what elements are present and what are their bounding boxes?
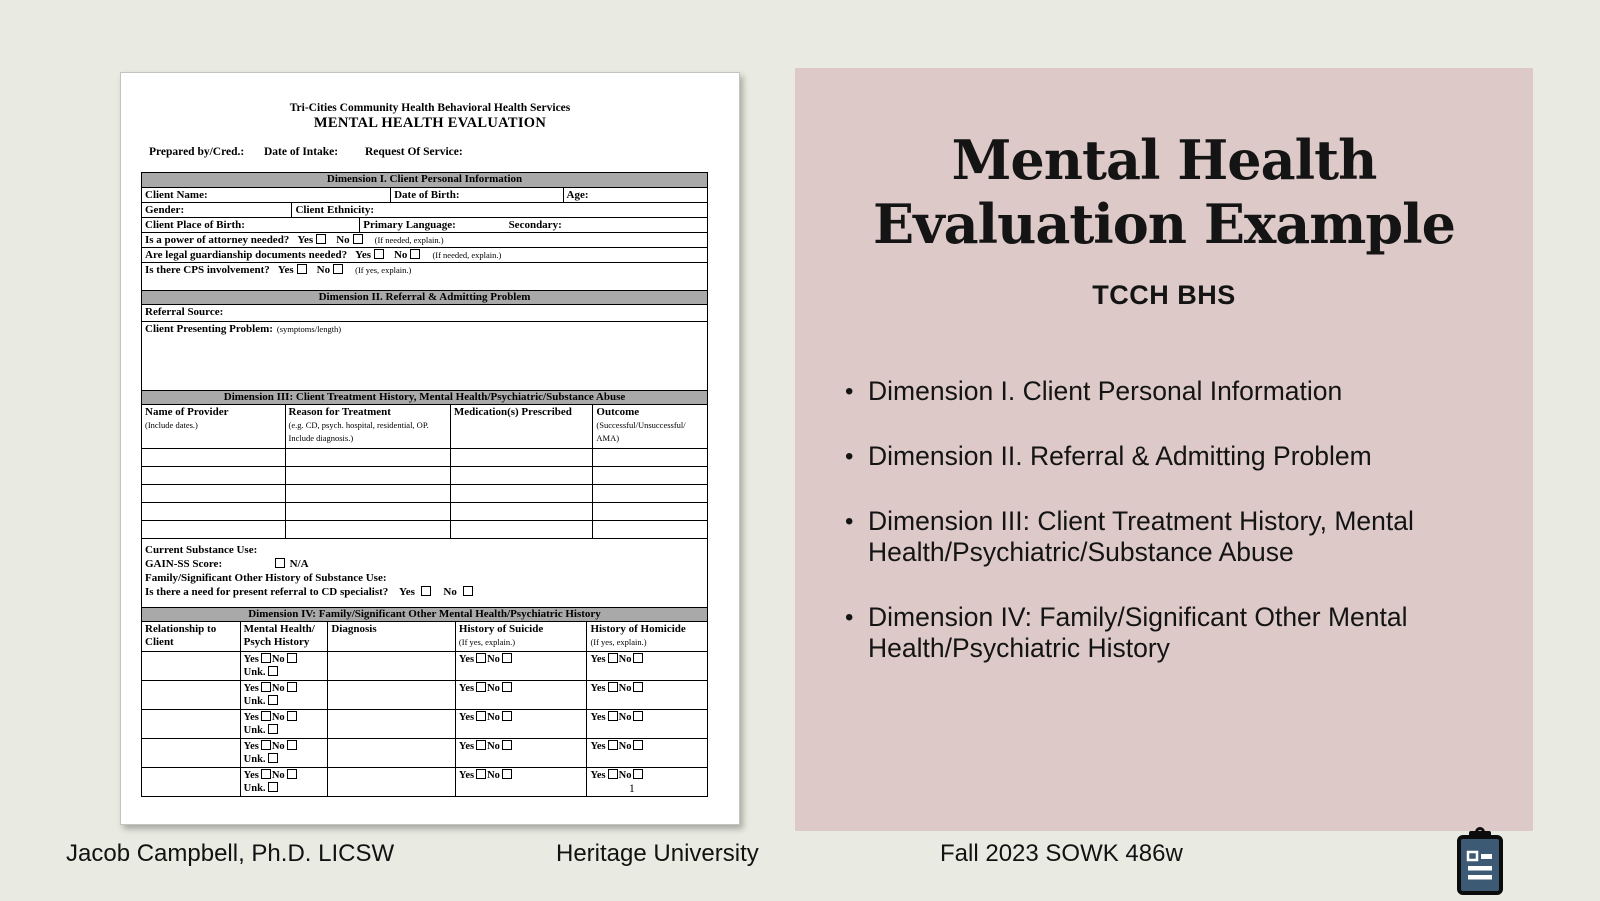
unk-label: Unk.: [243, 725, 266, 736]
dim1-row-name-dob-age: [142, 187, 707, 202]
cd-yes-checkbox[interactable]: [421, 586, 431, 596]
form-page: [120, 72, 740, 825]
provider-cell: [142, 521, 285, 538]
age-label: Age:: [563, 188, 708, 202]
yes-label: Yes: [458, 712, 475, 723]
medication-title: Medication(s) Prescribed: [453, 406, 572, 418]
outcome-cell: [592, 485, 707, 502]
psych-unk-checkbox[interactable]: [268, 666, 278, 676]
dim4-header: Dimension IV: Family/Significant Other Mental Health/Psychiatric History: [142, 607, 707, 621]
psych-yes-checkbox[interactable]: [261, 653, 271, 663]
psych-no-checkbox[interactable]: [287, 711, 297, 721]
outcome-column-header: [592, 405, 707, 448]
suicide-yes-checkbox[interactable]: [476, 653, 486, 663]
current-substance-use-label: Current Substance Use:: [145, 544, 258, 556]
no-label: No: [393, 249, 408, 261]
dim3-empty-row: [142, 484, 707, 502]
no-label: No: [271, 770, 285, 781]
dim3-empty-row: [142, 520, 707, 538]
psych-yes-checkbox[interactable]: [261, 711, 271, 721]
homicide-title: History of Homicide: [590, 623, 686, 635]
family-substance-history-label: Family/Significant Other History of Substance Use:: [145, 572, 387, 584]
psych-no-checkbox[interactable]: [287, 682, 297, 692]
page-number: 1: [629, 783, 635, 795]
outcome-note: (Successful/Unsuccessful/ AMA): [596, 420, 686, 443]
dim1-row-cps: [142, 262, 707, 290]
suicide-cell: [455, 681, 587, 709]
psych-yes-checkbox[interactable]: [261, 740, 271, 750]
reason-cell: [285, 503, 450, 520]
yes-label: Yes: [458, 741, 475, 752]
clipboard-icon: [1456, 826, 1504, 896]
reason-note: (e.g. CD, psych. hospital, residential, OP. Include diagnosis.): [288, 420, 429, 443]
relationship-column-header: Relationship to Client: [145, 623, 217, 648]
provider-cell: [142, 485, 285, 502]
bullet-list: [845, 376, 1445, 698]
relationship-cell: [142, 710, 240, 738]
diagnosis-cell: [327, 652, 455, 680]
homicide-yes-checkbox[interactable]: [608, 711, 618, 721]
no-label: No: [271, 712, 285, 723]
psych-unk-checkbox[interactable]: [268, 695, 278, 705]
dim4-column-headers: [142, 621, 707, 651]
dim2-header: Dimension II. Referral & Admitting Problem: [142, 290, 707, 304]
yes-label: Yes: [297, 234, 314, 246]
relationship-cell: [142, 681, 240, 709]
no-label: No: [618, 741, 632, 752]
medication-cell: [450, 449, 593, 466]
homicide-yes-checkbox[interactable]: [608, 740, 618, 750]
homicide-note: (If yes, explain.): [590, 637, 647, 647]
psych-yes-checkbox[interactable]: [261, 682, 271, 692]
psych-yes-checkbox[interactable]: [261, 769, 271, 779]
medication-cell: [450, 485, 593, 502]
presenting-problem-label: Client Presenting Problem:: [145, 323, 273, 335]
cps-no-checkbox[interactable]: [333, 264, 343, 274]
no-label: No: [316, 264, 331, 276]
slide-title-line1: Mental Health: [951, 128, 1377, 192]
cd-no-checkbox[interactable]: [463, 586, 473, 596]
homicide-yes-checkbox[interactable]: [608, 769, 618, 779]
dim4-row: [142, 738, 707, 767]
psych-history-cell: [240, 768, 328, 796]
slide-title-line2: Evaluation Example: [873, 192, 1455, 256]
yes-label: Yes: [243, 683, 259, 694]
yes-label: Yes: [399, 586, 415, 598]
list-item: [845, 602, 1445, 664]
date-of-intake-label: Date of Intake:: [264, 146, 339, 158]
outcome-cell: [592, 449, 707, 466]
psych-no-checkbox[interactable]: [287, 653, 297, 663]
dim4-row: [142, 767, 707, 796]
primary-language-label: Primary Language:: [363, 219, 456, 231]
bullet-text: Dimension III: Client Treatment History, Mental Health/Psychiatric/Substance Abuse: [868, 506, 1414, 567]
psych-history-cell: [240, 739, 328, 767]
list-item: [845, 376, 1445, 407]
referral-source-row: [142, 304, 707, 321]
yes-label: Yes: [458, 770, 475, 781]
guardianship-note: (If needed, explain.): [432, 250, 502, 260]
footer-author: Jacob Campbell, Ph.D. LICSW: [66, 840, 395, 867]
suicide-column-header: [455, 622, 587, 651]
cps-question: Is there CPS involvement?: [145, 264, 270, 276]
psych-unk-checkbox[interactable]: [268, 724, 278, 734]
cps-yes-checkbox[interactable]: [297, 264, 307, 274]
dim4-row: [142, 651, 707, 680]
outcome-cell: [592, 467, 707, 484]
no-label: No: [618, 654, 632, 665]
provider-column-header: [142, 405, 285, 448]
poa-yes-checkbox[interactable]: [316, 234, 326, 244]
dim3-empty-row: [142, 466, 707, 484]
list-item: [845, 441, 1445, 472]
homicide-no-checkbox[interactable]: [633, 711, 643, 721]
outcome-cell: [592, 503, 707, 520]
medication-cell: [450, 503, 593, 520]
homicide-no-checkbox[interactable]: [633, 740, 643, 750]
yes-label: Yes: [590, 741, 606, 752]
provider-title: Name of Provider: [145, 406, 229, 418]
gain-ss-row: [145, 558, 704, 571]
relationship-cell: [142, 652, 240, 680]
list-item: [845, 506, 1445, 568]
form-table: [141, 172, 708, 797]
homicide-no-checkbox[interactable]: [633, 653, 643, 663]
diagnosis-cell: [327, 739, 455, 767]
prep-row: [149, 146, 739, 158]
homicide-cell: [586, 681, 707, 709]
language-cell: [359, 218, 707, 232]
reason-title: Reason for Treatment: [288, 406, 391, 418]
psych-no-checkbox[interactable]: [287, 740, 297, 750]
homicide-yes-checkbox[interactable]: [608, 682, 618, 692]
suicide-yes-checkbox[interactable]: [476, 711, 486, 721]
no-label: No: [618, 683, 632, 694]
yes-label: Yes: [243, 712, 259, 723]
bullet-icon: •: [845, 508, 854, 535]
dob-label: Date of Birth:: [390, 188, 562, 202]
homicide-yes-checkbox[interactable]: [608, 653, 618, 663]
outcome-title: Outcome: [596, 406, 640, 418]
suicide-yes-checkbox[interactable]: [476, 740, 486, 750]
reason-cell: [285, 521, 450, 538]
provider-cell: [142, 503, 285, 520]
homicide-column-header: [586, 622, 707, 651]
no-label: No: [271, 683, 285, 694]
bullet-text: Dimension IV: Family/Significant Other Mental Health/Psychiatric History: [868, 602, 1408, 663]
unk-label: Unk.: [243, 783, 266, 794]
dim1-row-birthplace-language: [142, 217, 707, 232]
unk-label: Unk.: [243, 667, 266, 678]
slide-content-panel: [795, 68, 1533, 831]
bullet-icon: •: [845, 443, 854, 470]
no-label: No: [271, 741, 285, 752]
slide-title: [795, 128, 1533, 256]
suicide-cell: [455, 739, 587, 767]
footer-institution: Heritage University: [556, 840, 759, 867]
no-label: No: [487, 654, 500, 665]
dim3-empty-row: [142, 502, 707, 520]
homicide-cell: [586, 710, 707, 738]
gender-label: Gender:: [145, 204, 185, 216]
homicide-cell: [586, 652, 707, 680]
reason-cell: [285, 467, 450, 484]
suicide-no-checkbox[interactable]: [502, 740, 512, 750]
bullet-icon: •: [845, 604, 854, 631]
relationship-cell: [142, 739, 240, 767]
unk-label: Unk.: [243, 754, 266, 765]
psych-history-cell: [240, 710, 328, 738]
suicide-yes-checkbox[interactable]: [476, 682, 486, 692]
diagnosis-cell: [327, 681, 455, 709]
psych-no-checkbox[interactable]: [287, 769, 297, 779]
psych-history-cell: [240, 681, 328, 709]
suicide-yes-checkbox[interactable]: [476, 769, 486, 779]
dim1-row-gender-ethnicity: [142, 202, 707, 217]
yes-label: Yes: [590, 683, 606, 694]
yes-label: Yes: [243, 654, 259, 665]
reason-cell: [285, 449, 450, 466]
form-title: MENTAL HEALTH EVALUATION: [313, 115, 547, 131]
yes-label: Yes: [590, 654, 606, 665]
medication-cell: [450, 521, 593, 538]
client-name-label: Client Name:: [145, 189, 208, 201]
guardianship-no-checkbox[interactable]: [410, 249, 420, 259]
suicide-title: History of Suicide: [458, 623, 544, 635]
homicide-no-checkbox[interactable]: [633, 682, 643, 692]
no-label: No: [443, 586, 457, 598]
poa-note: (If needed, explain.): [374, 235, 444, 245]
suicide-cell: [455, 768, 587, 796]
dim3-column-headers: [142, 404, 707, 448]
cd-referral-row: [145, 586, 704, 599]
yes-label: Yes: [243, 770, 259, 781]
no-label: No: [487, 770, 500, 781]
relationship-cell: [142, 768, 240, 796]
suicide-no-checkbox[interactable]: [502, 653, 512, 663]
suicide-no-checkbox[interactable]: [502, 682, 512, 692]
no-label: No: [336, 234, 350, 246]
dim4-row: [142, 709, 707, 738]
suicide-note: (If yes, explain.): [458, 637, 516, 647]
dim1-row-poa: [142, 232, 707, 247]
dim1-header: Dimension I. Client Personal Information: [142, 173, 707, 187]
poa-no-checkbox[interactable]: [353, 234, 363, 244]
cps-note: (If yes, explain.): [355, 265, 412, 275]
yes-label: Yes: [590, 712, 606, 723]
cd-referral-question: Is there a need for present referral to CD specialist?: [145, 586, 389, 598]
provider-note: (Include dates.): [145, 420, 198, 430]
secondary-language-label: Secondary:: [508, 219, 562, 231]
psych-history-cell: [240, 652, 328, 680]
dim1-row-guardianship: [142, 247, 707, 262]
provider-cell: [142, 467, 285, 484]
referral-source-label: Referral Source:: [145, 306, 224, 318]
suicide-no-checkbox[interactable]: [502, 711, 512, 721]
presenting-problem-row: [142, 321, 707, 390]
homicide-no-checkbox[interactable]: [633, 769, 643, 779]
diagnosis-cell: [327, 710, 455, 738]
yes-label: Yes: [590, 770, 606, 781]
suicide-cell: [455, 710, 587, 738]
medication-column-header: [450, 405, 593, 448]
guardianship-yes-checkbox[interactable]: [374, 249, 384, 259]
no-label: No: [487, 712, 500, 723]
dim3-header: Dimension III: Client Treatment History, Mental Health/Psychiatric/Substance Abuse: [142, 390, 707, 404]
gain-na-checkbox[interactable]: [275, 558, 285, 568]
yes-label: Yes: [277, 264, 294, 276]
form-org-line: Tri-Cities Community Health Behavioral Health Services: [289, 102, 571, 114]
guardianship-question: Are legal guardianship documents needed?: [145, 249, 348, 261]
no-label: No: [618, 770, 632, 781]
reason-column-header: [285, 405, 450, 448]
yes-label: Yes: [243, 741, 259, 752]
no-label: No: [618, 712, 632, 723]
unk-label: Unk.: [243, 696, 266, 707]
substance-use-block: [142, 538, 707, 607]
dim4-row: [142, 680, 707, 709]
yes-label: Yes: [458, 683, 475, 694]
bullet-text: Dimension I. Client Personal Information: [868, 376, 1343, 406]
poa-question: Is a power of attorney needed?: [145, 234, 290, 246]
prepared-by-label: Prepared by/Cred.:: [149, 146, 245, 158]
footer-course: Fall 2023 SOWK 486w: [940, 840, 1183, 867]
presenting-problem-note: (symptoms/length): [276, 324, 342, 334]
ethnicity-label: Client Ethnicity:: [291, 203, 707, 217]
bullet-icon: •: [845, 378, 854, 405]
psych-unk-checkbox[interactable]: [268, 753, 278, 763]
diagnosis-column-header: Diagnosis: [327, 622, 455, 651]
suicide-no-checkbox[interactable]: [502, 769, 512, 779]
request-of-service-label: Request Of Service:: [365, 146, 463, 158]
homicide-cell: [586, 768, 707, 796]
psych-history-column-header: Mental Health/ Psych History: [240, 622, 328, 651]
place-of-birth-label: Client Place of Birth:: [145, 219, 245, 231]
medication-cell: [450, 467, 593, 484]
gain-ss-label: GAIN-SS Score:: [145, 558, 223, 570]
no-label: No: [487, 741, 500, 752]
diagnosis-cell: [327, 768, 455, 796]
homicide-cell: [586, 739, 707, 767]
na-label: N/A: [289, 558, 309, 570]
yes-label: Yes: [355, 249, 371, 261]
yes-label: Yes: [458, 654, 475, 665]
dim3-empty-row: [142, 448, 707, 466]
reason-cell: [285, 485, 450, 502]
outcome-cell: [592, 521, 707, 538]
provider-cell: [142, 449, 285, 466]
no-label: No: [487, 683, 500, 694]
no-label: No: [271, 654, 285, 665]
suicide-cell: [455, 652, 587, 680]
psych-unk-checkbox[interactable]: [268, 782, 278, 792]
bullet-text: Dimension II. Referral & Admitting Problem: [868, 441, 1372, 471]
slide-subtitle: TCCH BHS: [1092, 280, 1236, 310]
